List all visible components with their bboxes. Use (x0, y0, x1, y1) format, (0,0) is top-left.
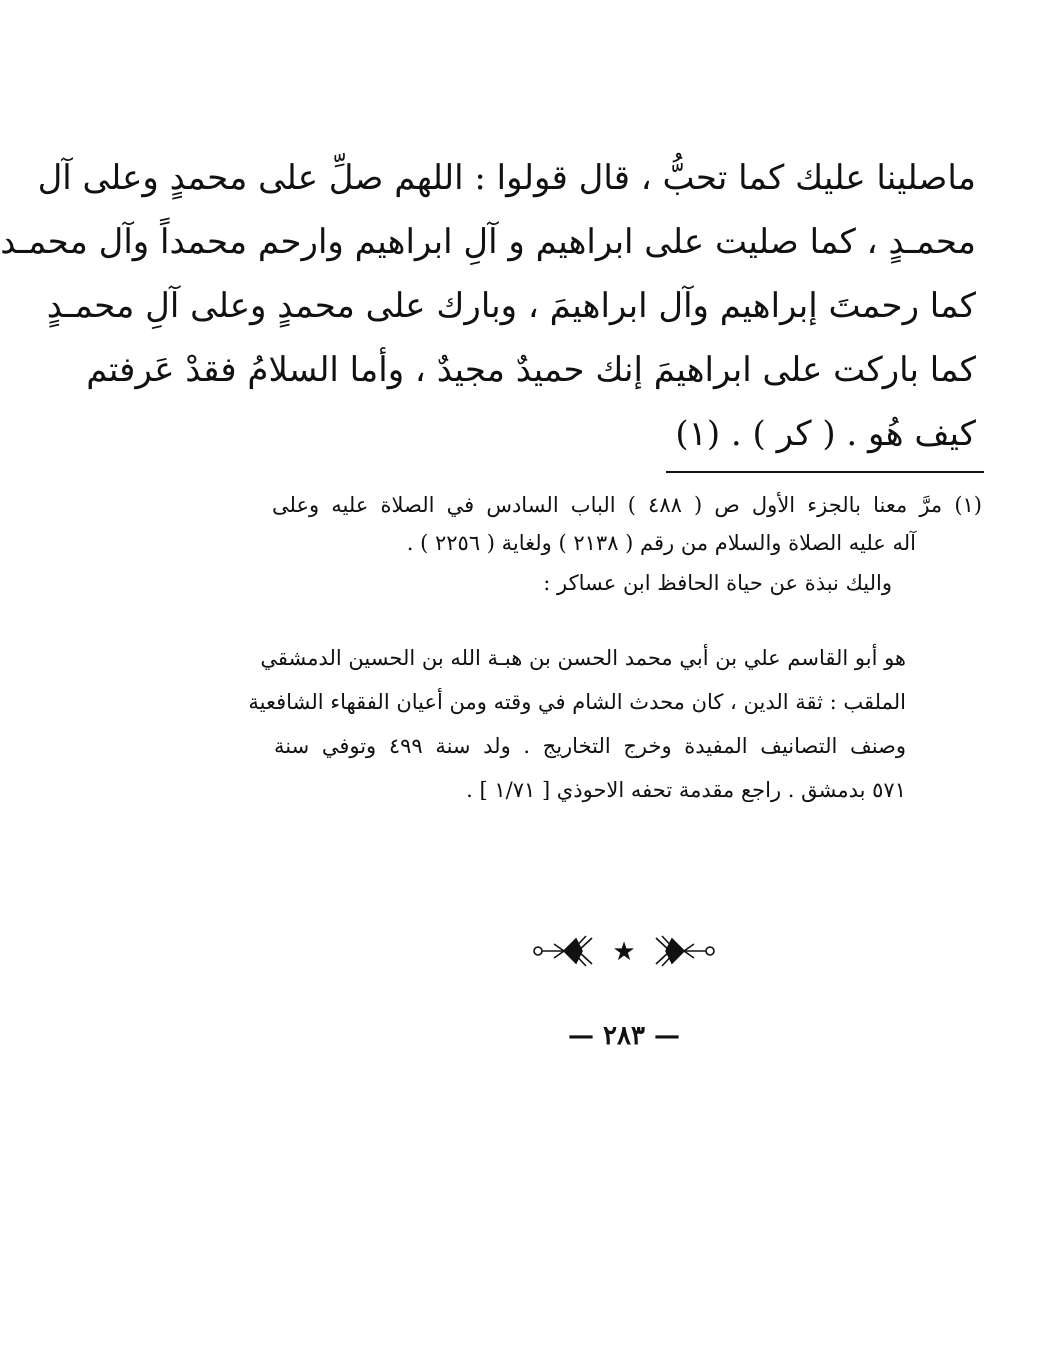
ornament-divider (524, 926, 724, 976)
footnote (272, 486, 982, 602)
main-text-line: كيف هُو . ( كر ) . (١) (675, 414, 976, 454)
footnote-separator (666, 471, 984, 473)
biography-line: وصنف التصانيف المفيدة وخرج التخاريج . ولد سنة ٤٩٩ وتوفي سنة (274, 734, 907, 758)
left-flourish-icon (534, 936, 592, 966)
biography-line: ٥٧١ بدمشق . راجع مقدمة تحفه الاحوذي [ ١/٧١ ] . (466, 778, 906, 802)
star-icon: ★ (612, 937, 636, 967)
main-text (0, 146, 976, 466)
footnote-line: (١) مرَّ معنا بالجزء الأول ص ( ٤٨٨ ) الباب السادس في الصلاة عليه وعلى (272, 493, 982, 517)
footnote-line: آله عليه الصلاة والسلام من رقم ( ٢١٣٨ ) ولغاية ( ٢٢٥٦ ) . (406, 531, 916, 555)
main-text-line: كما رحمتَ إبراهيم وآل ابراهيمَ ، وبارك على محمدٍ وعلى آلِ محمـدٍ (46, 286, 976, 326)
biography (248, 636, 907, 812)
biography-line: هو أبو القاسم علي بن أبي محمد الحسن بن هبـة الله بن الحسين الدمشقي (260, 646, 906, 670)
page-number: — ٢٨٣ — (567, 1021, 681, 1051)
biography-line: الملقب : ثقة الدين ، كان محدث الشام في وقته ومن أعيان الفقهاء الشافعية (248, 690, 906, 714)
main-text-line: ماصلينا عليك كما تحبُّ ، قال قولوا : اللهم صلِّ على محمدٍ وعلى آل (37, 158, 976, 198)
right-flourish-icon (656, 936, 714, 966)
main-text-line: كما باركت على ابراهيمَ إنك حميدٌ مجيدٌ ، وأما السلامُ فقدْ عَرفتم (86, 350, 976, 390)
main-text-line: محمـدٍ ، كما صليت على ابراهيم و آلِ ابراهيم وارحم محمداً وآل محمـد (0, 222, 976, 262)
footnote-line: واليك نبذة عن حياة الحافظ ابن عساكر : (543, 571, 892, 595)
